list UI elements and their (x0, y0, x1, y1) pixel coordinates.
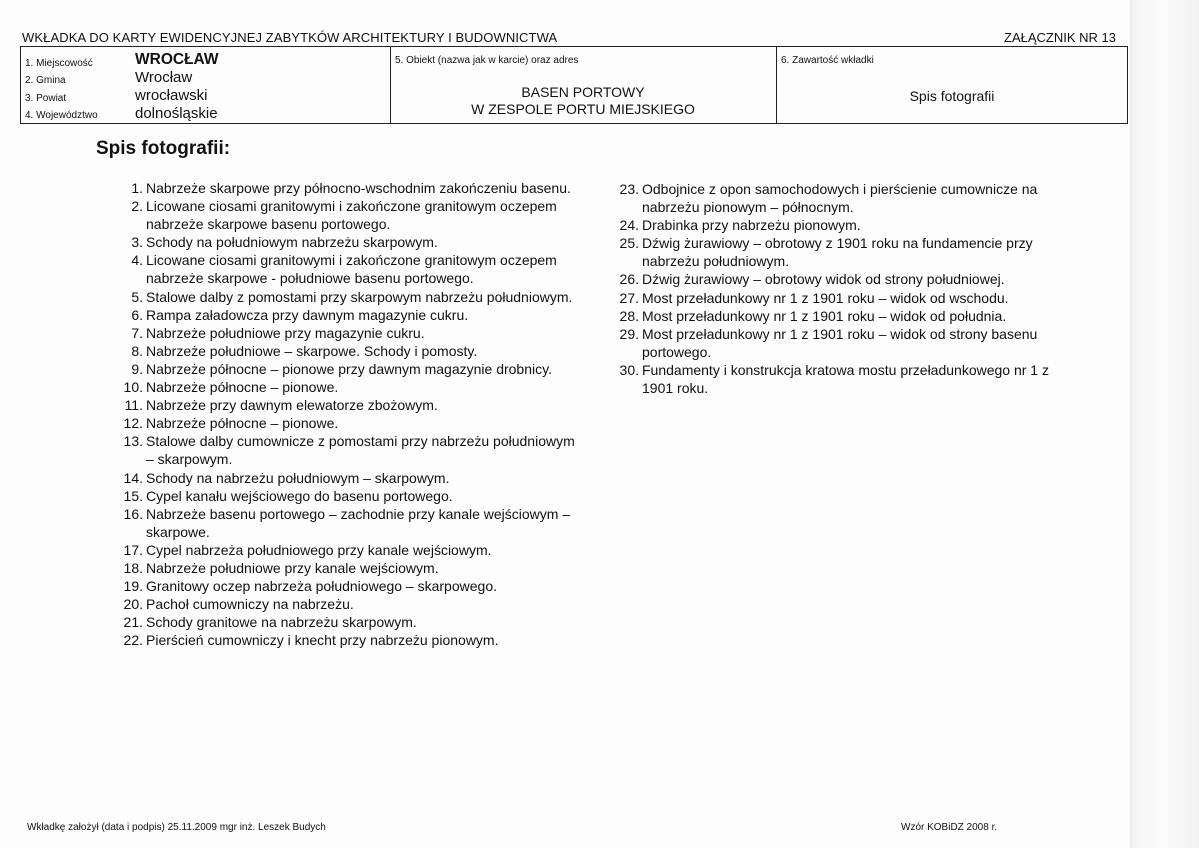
list-item-text: Stalowe dalby cumownicze z pomostami przy nabrzeżu południowym – skarpowym. (146, 433, 575, 468)
form-header (22, 30, 1128, 46)
list-item-text: Pierścień cumowniczy i knecht przy nabrzeżu pionowym. (146, 632, 499, 649)
list-item-text: Nabrzeże północne – pionowe przy dawnym magazynie drobnicy. (146, 360, 552, 377)
list-item-number: 25. (619, 235, 639, 252)
list-item-number: 4. (131, 252, 143, 269)
list-item-text: Most przeładunkowy nr 1 z 1901 roku – widok od południa. (642, 307, 1007, 324)
list-item-number: 20. (123, 596, 143, 613)
wojewodztwo-value: dolnośląskie (135, 105, 218, 122)
form-title: WKŁADKA DO KARTY EWIDENCYJNEJ ZABYTKÓW ARCHITEKTURY I BUDOWNICTWA (22, 30, 558, 45)
list-item-number: 17. (123, 541, 143, 558)
list-item-text: Schody na nabrzeżu południowym – skarpowym. (146, 469, 450, 486)
list-item-number: 10. (123, 379, 143, 396)
list-item-text: Licowane ciosami granitowymi i zakończone granitowym oczepem nabrzeże skarpowe - południowe basenu portowego. (146, 252, 557, 287)
annex-number: ZAŁĄCZNIK NR 13 (1004, 30, 1116, 45)
list-item (619, 307, 1082, 325)
object-label: 5. Obiekt (nazwa jak w karcie) oraz adres (395, 55, 579, 66)
list-item-number: 3. (131, 234, 143, 251)
list-item (131, 233, 586, 251)
list-item-number: 15. (123, 487, 143, 504)
list-item (123, 414, 586, 432)
list-item (123, 613, 586, 631)
list-item (131, 324, 586, 342)
list-item-number: 14. (123, 469, 143, 486)
list-item (123, 577, 586, 595)
list-item-number: 18. (123, 559, 143, 576)
list-item-text: Nabrzeże południowe przy magazynie cukru. (146, 324, 425, 341)
list-item-text: Nabrzeże południowe przy kanale wejściowym. (146, 559, 439, 576)
object-name (391, 84, 775, 118)
miejscowosc-value: WROCŁAW (135, 51, 219, 68)
list-item-text: Most przeładunkowy nr 1 z 1901 roku – widok od strony basenu portowego. (642, 325, 1038, 360)
list-item-text: Nabrzeże południowe – skarpowe. Schody i pomosty. (146, 342, 478, 359)
list-item-text: Nabrzeże północne – pionowe. (146, 379, 339, 396)
list-item-number: 7. (131, 324, 143, 341)
list-item-number: 6. (131, 306, 143, 323)
list-item-number: 2. (131, 198, 143, 215)
list-item (123, 595, 586, 613)
list-item (131, 251, 586, 287)
list-item-text: Nabrzeże skarpowe przy północno-wschodnim zakończeniu basenu. (146, 180, 571, 196)
list-item (619, 361, 1082, 397)
list-item-number: 12. (123, 415, 143, 432)
list-item-text: Rampa załadowcza przy dawnym magazynie cukru. (146, 306, 469, 323)
list-item-number: 24. (619, 217, 639, 234)
list-item-number: 13. (123, 433, 143, 450)
list-item (131, 306, 586, 324)
list-item (123, 631, 586, 649)
section-title: Spis fotografii: (96, 138, 231, 159)
list-item (123, 432, 586, 468)
list-item (124, 396, 586, 414)
list-item-text: Nabrzeże przy dawnym elewatorze zbożowym. (146, 397, 438, 414)
list-item (123, 469, 586, 487)
list-item-number: 19. (123, 578, 143, 595)
footer-author: Wkładkę założył (data i podpis) 25.11.2009 mgr inż. Leszek Budych (27, 822, 326, 833)
header-table (20, 46, 1128, 124)
list-item-text: Licowane ciosami granitowymi i zakończone granitowym oczepem nabrzeże skarpowe basenu portowego. (146, 198, 557, 233)
gmina-label: 2. Gmina (25, 75, 66, 86)
list-item (123, 559, 586, 577)
list-item-number: 30. (619, 361, 639, 378)
list-item (131, 288, 586, 306)
list-item-number: 8. (131, 342, 143, 359)
wojewodztwo-label: 4. Województwo (25, 110, 98, 121)
miejscowosc-label: 1. Miejscowość (25, 58, 93, 69)
scan-edge-shadow (1130, 0, 1199, 848)
content-value: Spis fotografii (909, 88, 995, 104)
list-item-number: 27. (619, 289, 639, 306)
list-item (123, 505, 586, 541)
object-name-line2: W ZESPOLE PORTU MIEJSKIEGO (471, 101, 695, 117)
list-item-text: Nabrzeże północne – pionowe. (146, 415, 339, 432)
list-item (619, 216, 1082, 234)
list-item-text: Fundamenty i konstrukcja kratowa mostu przeładunkowego nr 1 z 1901 roku. (642, 361, 1049, 397)
list-item (123, 487, 586, 505)
list-item-number: 29. (619, 325, 639, 342)
list-item-text: Nabrzeże basenu portowego – zachodnie przy kanale wejściowym – skarpowe. (146, 505, 571, 540)
list-item-text: Odbojnice z opon samochodowych i pierścienie cumownicze na nabrzeżu pionowym – północnym. (642, 181, 1038, 216)
list-item-number: 1. (131, 180, 143, 196)
list-item-number: 26. (619, 271, 639, 288)
list-item-number: 9. (131, 360, 143, 377)
column-divider (776, 47, 777, 123)
list-item (619, 180, 1082, 216)
list-item-text: Pachoł cumowniczy na nabrzeżu. (146, 596, 354, 613)
list-item-text: Schody na południowym nabrzeżu skarpowym. (146, 234, 438, 251)
list-item-number: 11. (124, 397, 143, 414)
gmina-value: Wrocław (135, 69, 193, 86)
list-item (619, 289, 1082, 307)
list-item-text: Stalowe dalby z pomostami przy skarpowym nabrzeżu południowym. (146, 288, 573, 305)
list-item-number: 5. (131, 288, 143, 305)
powiat-value: wrocławski (135, 87, 208, 104)
list-item-text: Drabinka przy nabrzeżu pionowym. (642, 217, 861, 234)
list-item (619, 234, 1082, 270)
list-item (131, 197, 586, 233)
photo-list-right (619, 180, 1082, 397)
list-item (619, 270, 1082, 288)
list-item-text: Schody granitowe na nabrzeżu skarpowym. (146, 614, 417, 631)
list-item (123, 378, 586, 396)
object-name-line1: BASEN PORTOWY (521, 84, 645, 100)
list-item-number: 28. (619, 307, 639, 324)
photo-list-left (123, 179, 586, 649)
content-label: 6. Zawartość wkładki (781, 55, 874, 66)
list-item-text: Cypel kanału wejściowego do basenu portowego. (146, 487, 453, 504)
list-item (131, 342, 586, 360)
list-item-number: 21. (123, 614, 143, 631)
list-item (131, 179, 586, 197)
footer-template: Wzór KOBiDZ 2008 r. (901, 822, 998, 833)
list-item-text: Dźwig żurawiowy – obrotowy z 1901 roku na fundamencie przy nabrzeżu południowym. (642, 235, 1033, 270)
list-item-text: Dźwig żurawiowy – obrotowy widok od strony południowej. (642, 271, 1005, 288)
list-item (619, 325, 1082, 361)
list-item-text: Granitowy oczep nabrzeża południowego – skarpowego. (146, 578, 497, 595)
list-item-number: 23. (619, 181, 639, 197)
list-item (131, 360, 586, 378)
list-item (123, 541, 586, 559)
list-item-number: 16. (123, 505, 143, 522)
list-item-text: Most przeładunkowy nr 1 z 1901 roku – widok od wschodu. (642, 289, 1009, 306)
list-item-number: 22. (123, 632, 143, 649)
powiat-label: 3. Powiat (25, 93, 67, 104)
list-item-text: Cypel nabrzeża południowego przy kanale wejściowym. (146, 541, 492, 558)
